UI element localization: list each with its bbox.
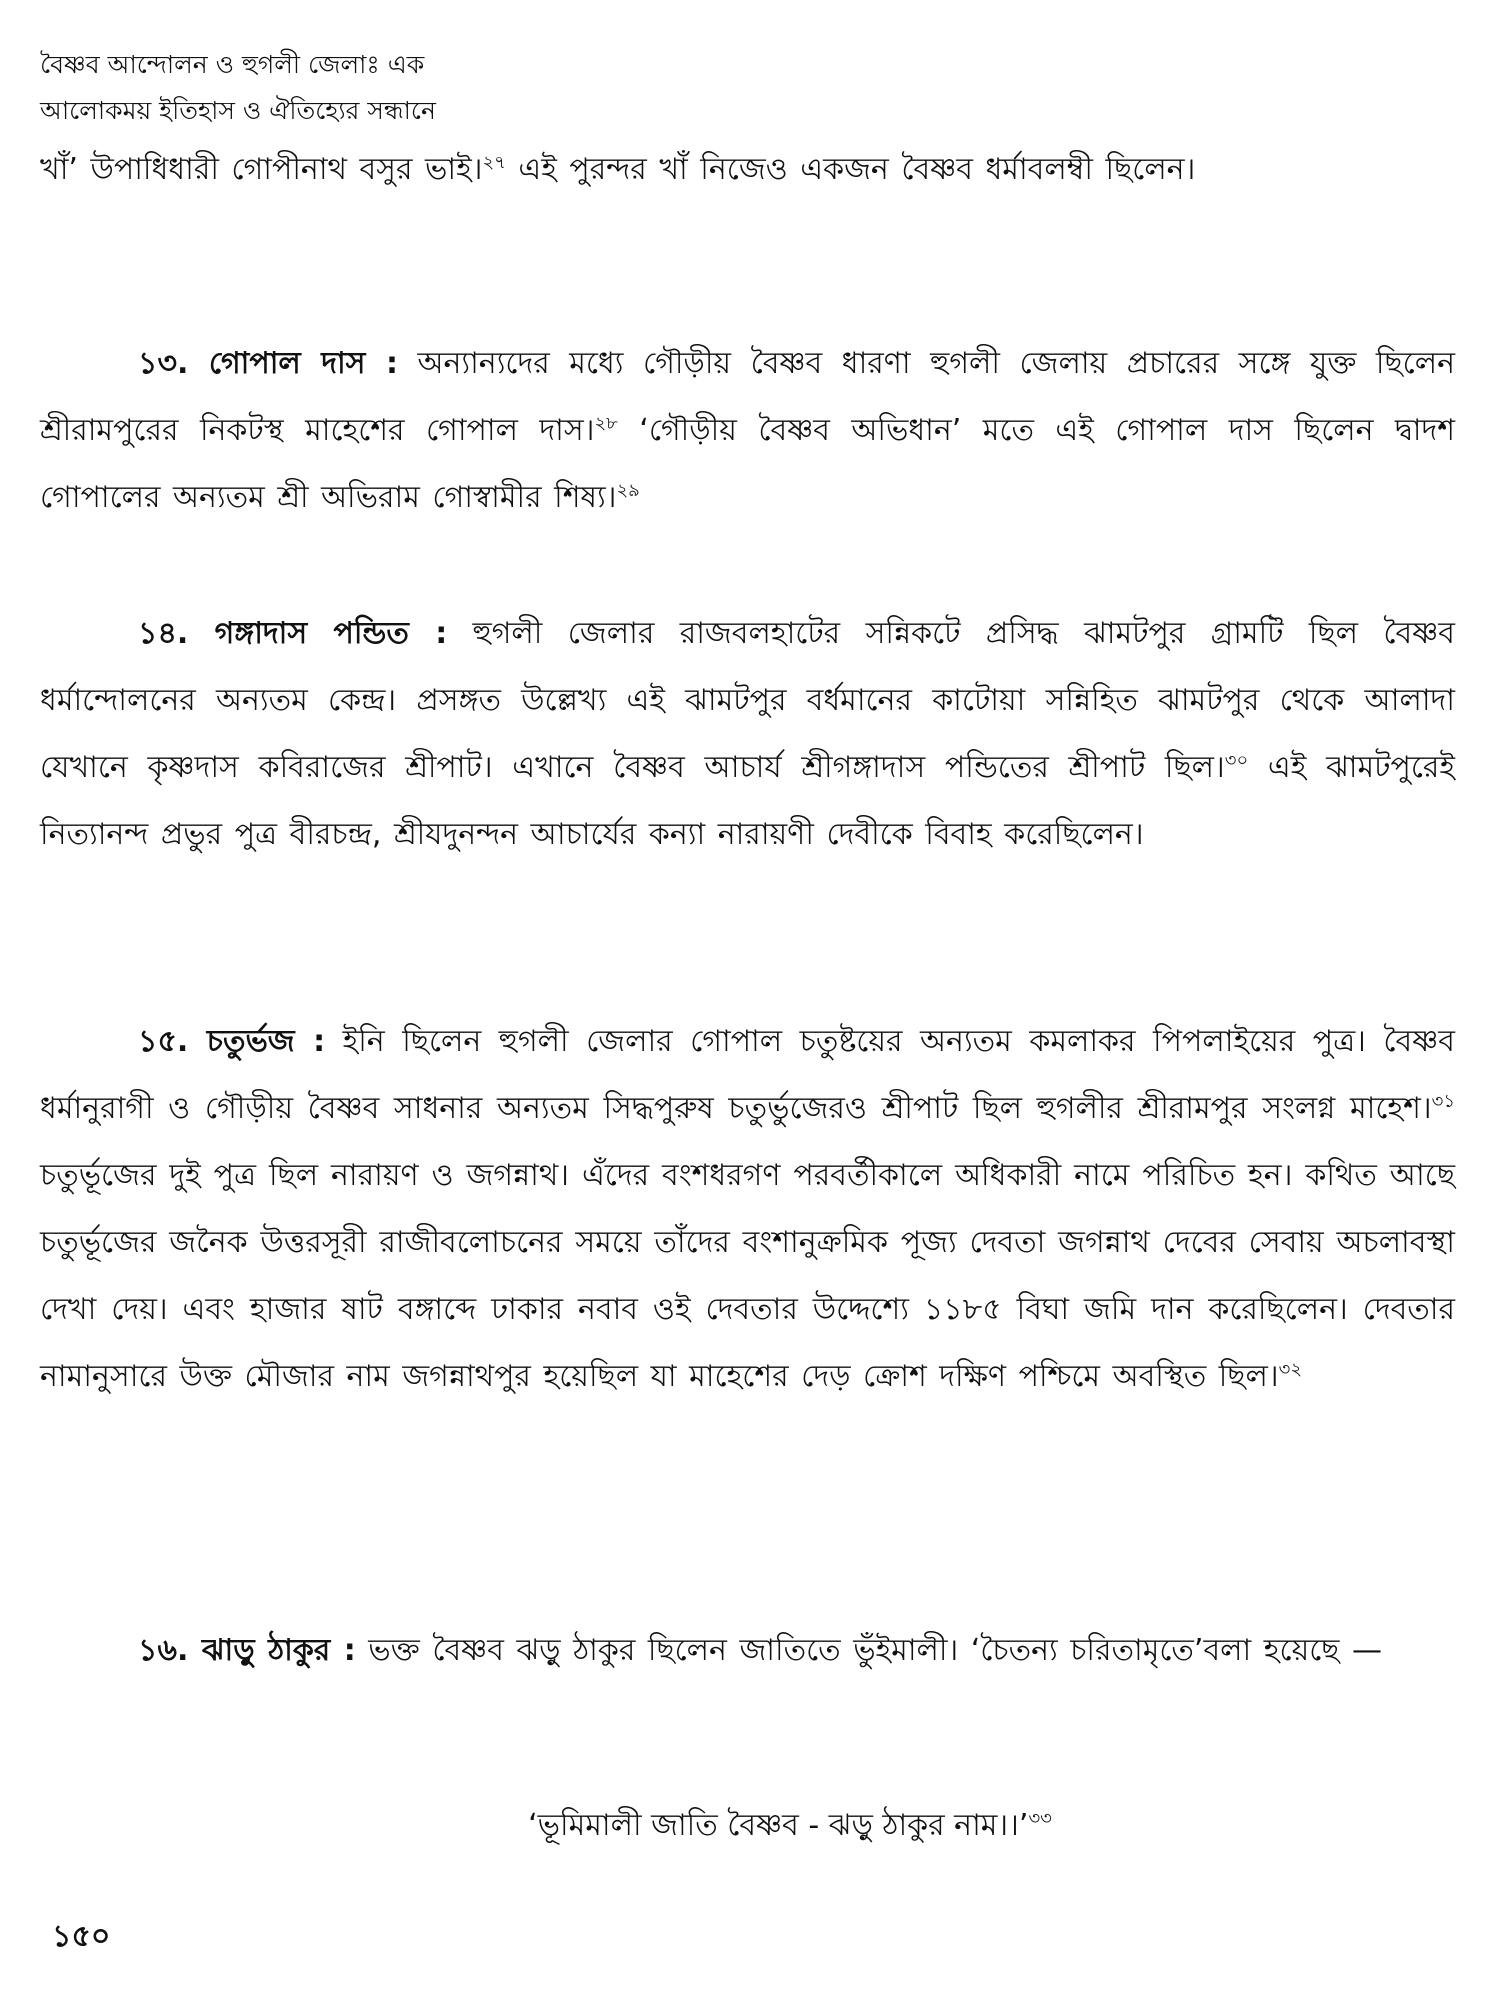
quote-text: ‘ভূমিমালী জাতি বৈষ্ণব - ঝড়ু ঠাকুর নাম।।’ — [528, 1808, 1029, 1843]
footnote-ref: ২৯ — [616, 480, 640, 501]
footnote-ref: ৩১ — [1431, 1091, 1455, 1112]
section-heading-16: ১৬. ঝাড়ু ঠাকুর : — [138, 1633, 356, 1668]
page-number: ১৫০ — [52, 1919, 111, 1954]
section-text: ভক্ত বৈষ্ণব ঝড়ু ঠাকুর ছিলেন জাতিতে ভুঁইমালী। ‘চৈতন্য চরিতামৃতে’বলা হয়েছে — — [355, 1633, 1383, 1668]
header-line-2: আলোকময় ইতিহাস ও ঐতিহ্যের সন্ধানে — [40, 96, 436, 125]
section-heading-15: ১৫. চতুর্ভজ : — [138, 1024, 326, 1059]
section-text: চতুর্ভূজের দুই পুত্র ছিল নারায়ণ ও জগন্নাথ। এঁদের বংশধরগণ পরবর্তীকালে অধিকারী নামে পরিচিত হন। কথিত আছে চতুর্ভূজের জনৈক উত্তরসূরী রাজীবলোচনের সময়ে তাঁদের বংশানুক্রমিক পূজ্য দেবতা জগন্নাথ দেবের সেবায় অচলাবস্থা দেখা দেয়। এবং হাজার ষাট বঙ্গাব্দে ঢাকার নবাব ওই দেবতার উদ্দেশ্যে ১১৮৫ বিঘা জমি দান করেছিলেন। দেবতার নামানুসারে উক্ত মৌজার নাম জগন্নাথপুর হয়েছিল যা মাহেশের দেড় ক্রোশ দক্ষিণ পশ্চিমে অবস্থিত ছিল। — [40, 1158, 1455, 1394]
footnote-ref: ৩৩ — [1028, 1808, 1052, 1829]
section-text: ‘গৌড়ীয় বৈষ্ণব অভিধান’ মতে এই গোপাল দাস ছিলেন দ্বাদশ গোপালের অন্যতম শ্রী অভিরাম গোস্বামীর শিষ্য। — [40, 413, 1455, 515]
section-paragraph-14 — [40, 600, 1455, 868]
section-text: ইনি ছিলেন হুগলী জেলার গোপাল চতুষ্টয়ের অন্যতম কমলাকর পিপলাইয়ের পুত্র। বৈষ্ণব ধর্মানুরাগী ও গৌড়ীয় বৈষ্ণব সাধনার অন্যতম সিদ্ধপুরুষ চতুর্ভুজেরও শ্রীপাট ছিল হুগলীর শ্রীরামপুর সংলগ্ন মাহেশ। — [40, 1024, 1455, 1126]
footnote-ref: ২৮ — [594, 413, 618, 434]
section-text: হুগলী জেলার রাজবলহাটের সন্নিকটে প্রসিদ্ধ ঝামটপুর গ্রামটি ছিল বৈষ্ণব ধর্মান্দোলনের অন্যতম কেন্দ্র। প্রসঙ্গত উল্লেখ্য এই ঝামটপুর বর্ধমানের কাটোয়া সন্নিহিত ঝামটপুর থেকে আলাদা যেখানে কৃষ্ণদাস কবিরাজের শ্রীপাট। এখানে বৈষ্ণব আচার্য শ্রীগঙ্গাদাস পন্ডিতের শ্রীপাট ছিল। — [40, 616, 1456, 785]
section-heading-13: ১৩. গোপাল দাস : — [138, 346, 398, 381]
intro-text-2: এই পুরন্দর খাঁ নিজেও একজন বৈষ্ণব ধর্মাবলম্বী ছিলেন। — [505, 152, 1196, 187]
section-heading-14: ১৪. গঙ্গাদাস পন্ডিত : — [138, 616, 448, 651]
intro-paragraph — [40, 136, 1455, 203]
footnote-ref: ২৭ — [482, 152, 506, 173]
verse-quote — [0, 1796, 1500, 1856]
running-header — [40, 42, 436, 134]
section-text: অন্যান্যদের মধ্যে গৌড়ীয় বৈষ্ণব ধারণা হুগলী জেলায় প্রচারের সঙ্গে যুক্ত ছিলেন শ্রীরামপুরের নিকটস্থ মাহেশের গোপাল দাস। — [40, 346, 1455, 448]
section-paragraph-13 — [40, 330, 1455, 531]
footnote-ref: ৩২ — [1278, 1359, 1303, 1380]
intro-text-1: খাঁ’ উপাধিধারী গোপীনাথ বসুর ভাই। — [40, 152, 483, 187]
section-paragraph-16 — [40, 1617, 1455, 1684]
section-text: এই ঝামটপুরেই নিত্যানন্দ প্রভুর পুত্র বীরচন্দ্র, শ্রীযদুনন্দন আচার্যের কন্যা নারায়ণী দেবীকে বিবাহ করেছিলেন। — [40, 750, 1456, 852]
section-paragraph-15 — [40, 1008, 1455, 1410]
header-line-1: বৈষ্ণব আন্দোলন ও হুগলী জেলাঃ এক — [40, 50, 425, 79]
footnote-ref: ৩০ — [1224, 750, 1249, 771]
